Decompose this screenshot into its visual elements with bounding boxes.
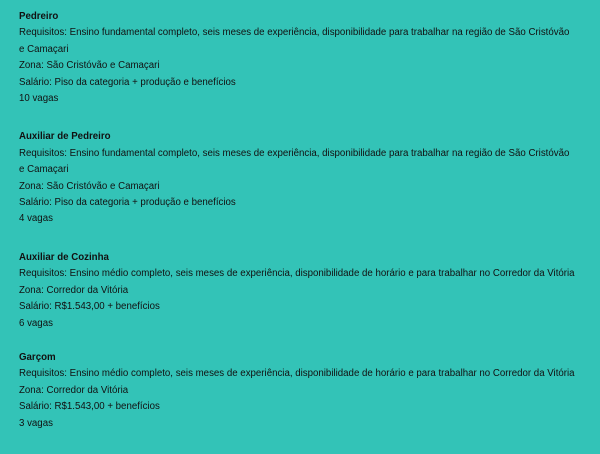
job-requirements: Requisitos: Ensino fundamental completo, seis meses de experiência, disponibilidade para trabalhar na região de São Cristóvão e Camaçari — [19, 147, 570, 176]
job-title: Garçom — [19, 351, 56, 363]
job-openings: 6 vagas — [19, 317, 53, 329]
job-listing-pedreiro — [19, 9, 575, 107]
job-openings: 3 vagas — [19, 417, 53, 429]
job-zone: Zona: São Cristóvão e Camaçari — [19, 60, 160, 72]
job-openings: 4 vagas — [19, 213, 53, 225]
job-requirements: Requisitos: Ensino médio completo, seis meses de experiência, disponibilidade de horário e para trabalhar no Corredor da Vitória — [19, 368, 575, 380]
job-requirements: Requisitos: Ensino fundamental completo, seis meses de experiência, disponibilidade para trabalhar na região de São Cristóvão e Camaçari — [19, 27, 570, 55]
job-title: Auxiliar de Pedreiro — [19, 131, 111, 143]
job-requirements: Requisitos: Ensino médio completo, seis meses de experiência, disponibilidade de horário e para trabalhar no Corredor da Vitória — [19, 268, 575, 280]
job-salary: Salário: R$1.543,00 + benefícios — [19, 401, 160, 413]
job-zone: Zona: Corredor da Vitória — [19, 284, 129, 296]
job-salary: Salário: Piso da categoria + produção e benefícios — [19, 197, 236, 209]
job-title: Auxiliar de Cozinha — [19, 251, 109, 263]
job-listings — [19, 9, 575, 454]
job-listing-auxiliar-de-cozinha — [19, 250, 575, 332]
job-listing-garcom — [19, 350, 575, 432]
job-title: Pedreiro — [19, 11, 59, 22]
job-zone: Zona: São Cristóvão e Camaçari — [19, 180, 160, 192]
job-salary: Salário: Piso da categoria + produção e benefícios — [19, 76, 236, 88]
job-openings: 10 vagas — [19, 93, 59, 105]
job-zone: Zona: Corredor da Vitória — [19, 384, 129, 396]
job-salary: Salário: R$1.543,00 + benefícios — [19, 301, 160, 313]
job-listing-auxiliar-de-pedreiro — [19, 129, 575, 227]
